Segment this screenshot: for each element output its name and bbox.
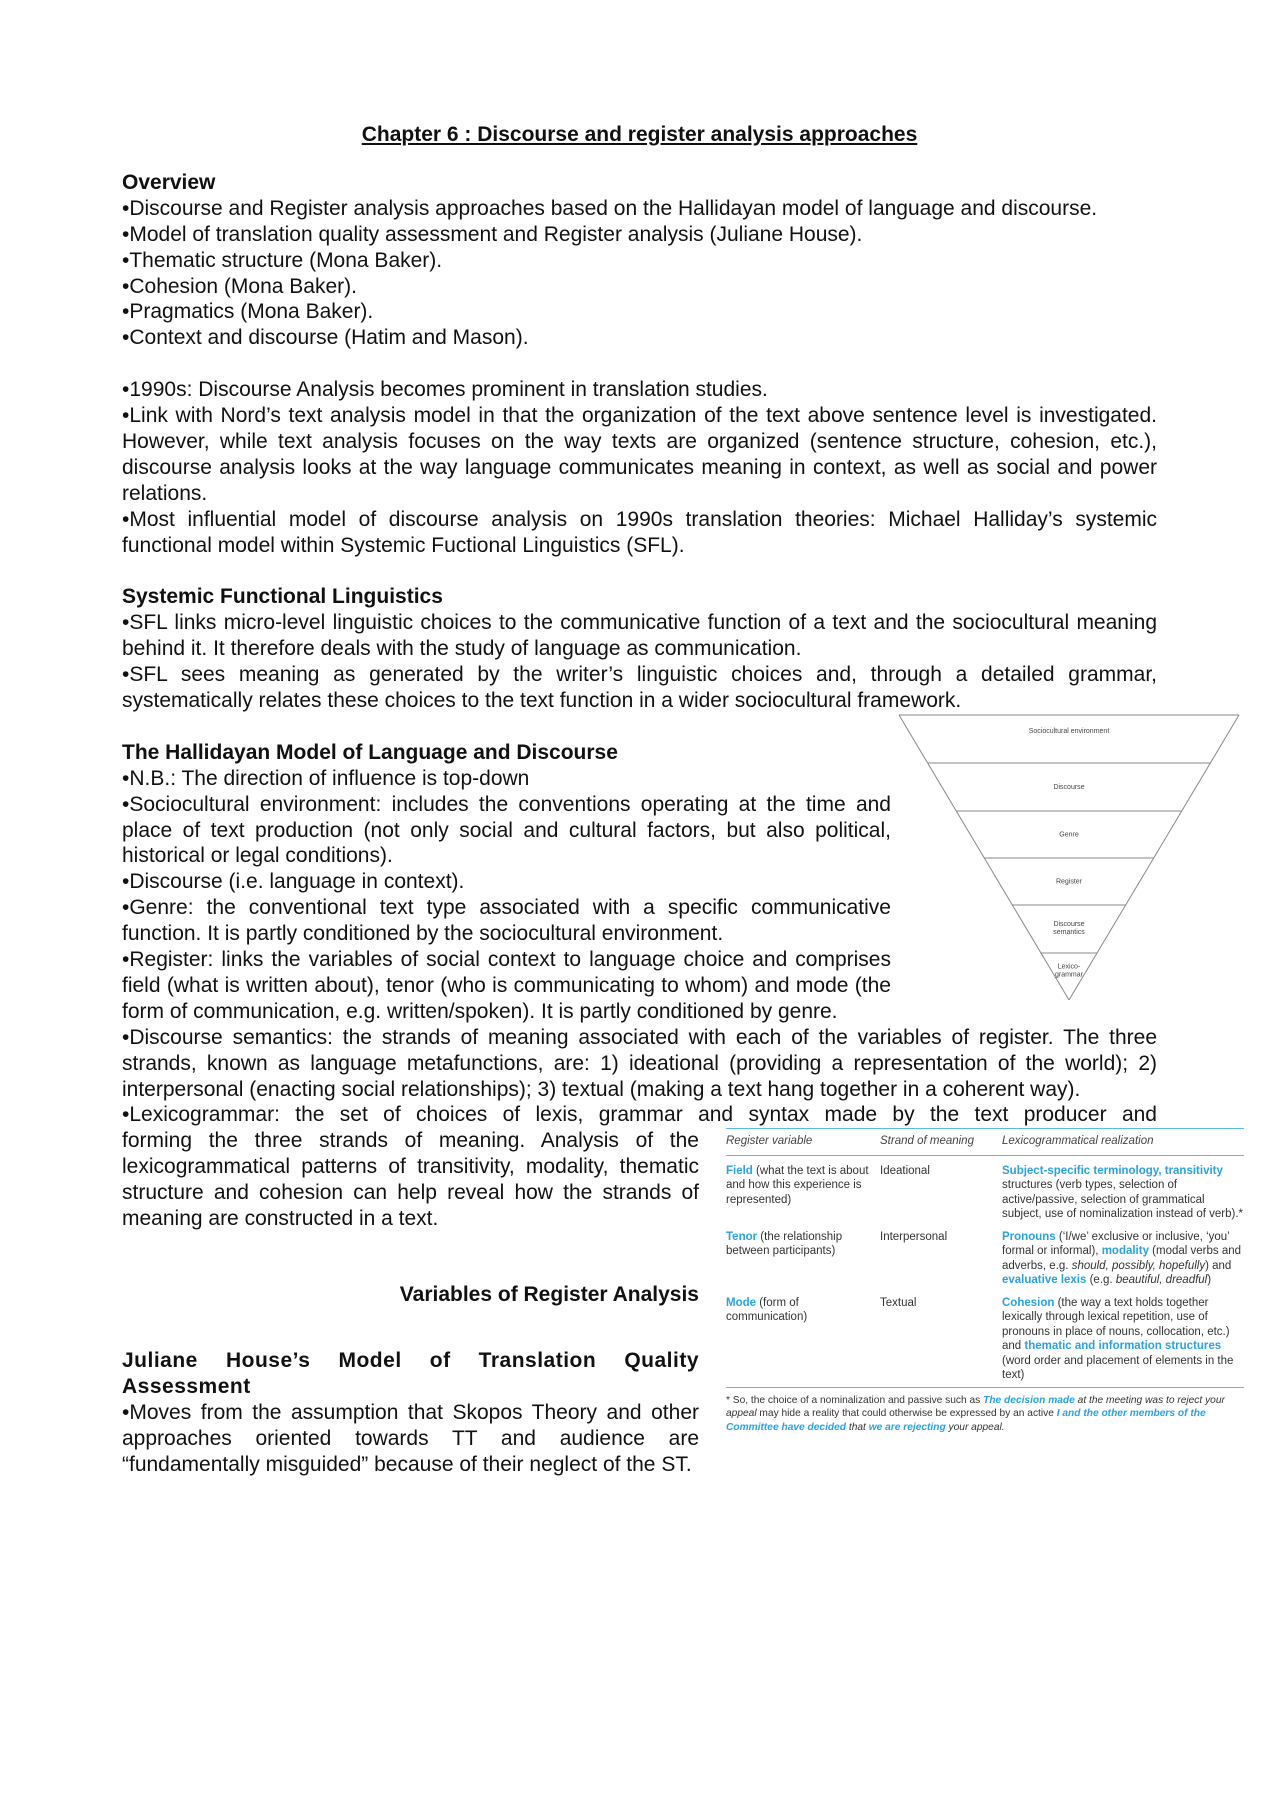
- text-segment: * So, the choice of a nominalization and passive such as: [726, 1394, 984, 1406]
- highlighted-term: evaluative lexis: [1002, 1274, 1087, 1287]
- text-segment: (word order and placement of elements in the text): [1002, 1354, 1234, 1382]
- text-segment: (what the text is about and how this experience is represented): [726, 1164, 869, 1206]
- text-segment: ) and: [1205, 1259, 1232, 1272]
- highlighted-term: should, possibly, hopefully: [1071, 1259, 1206, 1272]
- house-item: •Moves from the assumption that Skopos Theory and other approaches oriented towards TT and audience are “fundamentally misguided” because of their neglect of the ST.: [122, 1400, 699, 1476]
- highlighted-term: Subject-specific terminology, transitivity: [1002, 1164, 1223, 1177]
- hallidayan-item: •Sociocultural environment: includes the conventions operating at the time and place of text production (not only social and cultural factors, but also political, historical or legal conditions).: [122, 792, 891, 868]
- house-heading: Juliane House’s Model of Translation Quality Assessment: [122, 1348, 699, 1398]
- chapter-title: Chapter 6 : Discourse and register analysis approaches: [361, 123, 918, 146]
- register-variables-table: [726, 1128, 1244, 1434]
- highlighted-term: we are rejecting: [868, 1421, 946, 1433]
- hallidayan-item: •Discourse (i.e. language in context).: [122, 870, 465, 894]
- pyramid-level-label: Discourse semantics: [1053, 920, 1085, 936]
- highlighted-term: Mode: [726, 1296, 757, 1309]
- column-header: Strand of meaning: [880, 1135, 974, 1148]
- highlighted-term: your appeal.: [945, 1421, 1005, 1433]
- text-segment: may hide a reality that could otherwise be expressed by an active: [756, 1408, 1057, 1420]
- hallidayan-heading: The Hallidayan Model of Language and Discourse: [122, 740, 618, 764]
- overview-item: •Model of translation quality assessment and Register analysis (Juliane House).: [122, 222, 863, 246]
- overview-item: •Cohesion (Mona Baker).: [122, 274, 357, 298]
- intro-paragraph: •Link with Nord’s text analysis model in that the organization of the text above sentence level is investigated. However, while text analysis focuses on the way texts are organized (sentence structure, cohesion, etc.), discourse analysis looks at the way language communicates meaning in context, as well as social and power relations.: [122, 404, 1157, 505]
- highlighted-term: beautiful, dreadful: [1115, 1274, 1208, 1287]
- table-header-row: [726, 1129, 1244, 1155]
- strand-cell: Textual: [880, 1296, 917, 1309]
- overview-heading: Overview: [122, 170, 216, 194]
- highlighted-term: Pronouns: [1002, 1230, 1056, 1243]
- pyramid-svg: [899, 715, 1239, 1005]
- text-segment: ): [1207, 1274, 1212, 1287]
- overview-item: •Pragmatics (Mona Baker).: [122, 300, 374, 324]
- text-segment: (‘I/we’ exclusive or inclusive, ‘you’ formal or informal),: [1002, 1230, 1230, 1258]
- table-row: [726, 1292, 1244, 1387]
- highlighted-term: I and the other members of the Committee have decided: [726, 1408, 1206, 1433]
- lexicogrammar-item: •Lexicogrammar: the set of choices of lexis, grammar and syntax made by the text producer and: [122, 1103, 1157, 1127]
- register-variable-cell: [726, 1296, 880, 1383]
- pyramid-level-label: Sociocultural environment: [1028, 727, 1110, 735]
- highlighted-term: Field: [726, 1164, 753, 1177]
- text-segment: (the way a text holds together lexically through lexical repetition, use of pronouns in place of nouns, collocation, etc.) and: [1002, 1296, 1230, 1353]
- realization-cell: [1002, 1164, 1244, 1222]
- highlighted-term: Tenor: [726, 1230, 758, 1243]
- pyramid-level-label: Discourse: [1053, 783, 1085, 791]
- table-row: [726, 1226, 1244, 1292]
- variables-heading: Variables of Register Analysis: [399, 1283, 699, 1307]
- lexicogrammar-item-continued: forming the three strands of meaning. Analysis of the lexicogrammatical patterns of transitivity, modality, thematic structure and cohesion can help reveal how the strands of meaning are constructed in a text.: [122, 1129, 699, 1231]
- sfl-heading: Systemic Functional Linguistics: [122, 585, 443, 609]
- highlighted-term: modality: [1101, 1245, 1149, 1258]
- hallidayan-item: •Register: links the variables of social context to language choice and comprises field (what is written about), tenor (who is communicating to whom) and mode (the form of communication, e.g. written/spoken). It is partly conditioned by genre.: [122, 948, 891, 1023]
- pyramid-level-label: Lexico-grammar: [1054, 963, 1084, 979]
- highlighted-term: Cohesion: [1002, 1296, 1055, 1309]
- overview-item: •Discourse and Register analysis approaches based on the Hallidayan model of language and discourse.: [122, 196, 1098, 220]
- strand-cell: Interpersonal: [880, 1230, 948, 1243]
- highlighted-term: that: [846, 1421, 869, 1433]
- hallidayan-pyramid-diagram: [899, 715, 1157, 1000]
- register-variable-cell: [726, 1164, 880, 1222]
- hallidayan-item: •Discourse semantics: the strands of meaning associated with each of the variables of register. The three strands, known as language metafunctions, are: 1) ideational (providing a representation of the world); 2) interpersonal (enacting social relationships); 3) textual (making a text hang together in a coherent way).: [122, 1025, 1157, 1101]
- text-segment: (e.g.: [1086, 1274, 1116, 1287]
- column-header: Lexicogrammatical realization: [1002, 1135, 1154, 1148]
- text-segment: (modal verbs and adverbs, e.g.: [1002, 1245, 1242, 1272]
- pyramid-level-label: Genre: [1059, 831, 1079, 839]
- register-variable-cell: [726, 1230, 880, 1288]
- highlighted-term: thematic and information structures: [1024, 1340, 1222, 1353]
- hallidayan-item: •N.B.: The direction of influence is top-down: [122, 766, 530, 790]
- highlighted-term: at the meeting was to reject your appeal: [726, 1394, 1225, 1420]
- text-segment: (the relationship between participants): [726, 1230, 843, 1258]
- realization-cell: [1002, 1230, 1244, 1288]
- intro-paragraph: •Most influential model of discourse analysis on 1990s translation theories: Michael Halliday’s systemic functional model within Systemic Fuctional Linguistics (SFL).: [122, 507, 1157, 557]
- hallidayan-item: •Genre: the conventional text type associated with a specific communicative function. It is partly conditioned by the sociocultural environment.: [122, 896, 891, 946]
- sfl-item: •SFL sees meaning as generated by the writer’s linguistic choices and, through a detailed grammar, systematically relates these choices to the text function in a wider sociocultural framework.: [122, 663, 1157, 712]
- text-segment: (form of communication): [726, 1296, 808, 1324]
- text-segment: structures (verb types, selection of active/passive, selection of grammatical subject, use of nominalization instead of verb).*: [1002, 1179, 1243, 1221]
- strand-cell: Ideational: [880, 1164, 930, 1177]
- overview-item: •Context and discourse (Hatim and Mason).: [122, 326, 529, 350]
- table-footnote: [726, 1388, 1244, 1435]
- realization-cell: [1002, 1296, 1244, 1383]
- column-header: Register variable: [726, 1135, 813, 1148]
- table-row: [726, 1160, 1244, 1226]
- document-page: [122, 122, 1243, 1477]
- pyramid-level-label: Register: [1055, 878, 1083, 886]
- sfl-item: •SFL links micro-level linguistic choices to the communicative function of a text and the sociocultural meaning behind it. It therefore deals with the study of language as communication.: [122, 611, 1157, 661]
- intro-paragraph: •1990s: Discourse Analysis becomes prominent in translation studies.: [122, 378, 768, 402]
- register-variables-table-figure: [707, 1128, 1243, 1473]
- highlighted-term: The decision made: [983, 1394, 1075, 1406]
- overview-item: •Thematic structure (Mona Baker).: [122, 248, 443, 272]
